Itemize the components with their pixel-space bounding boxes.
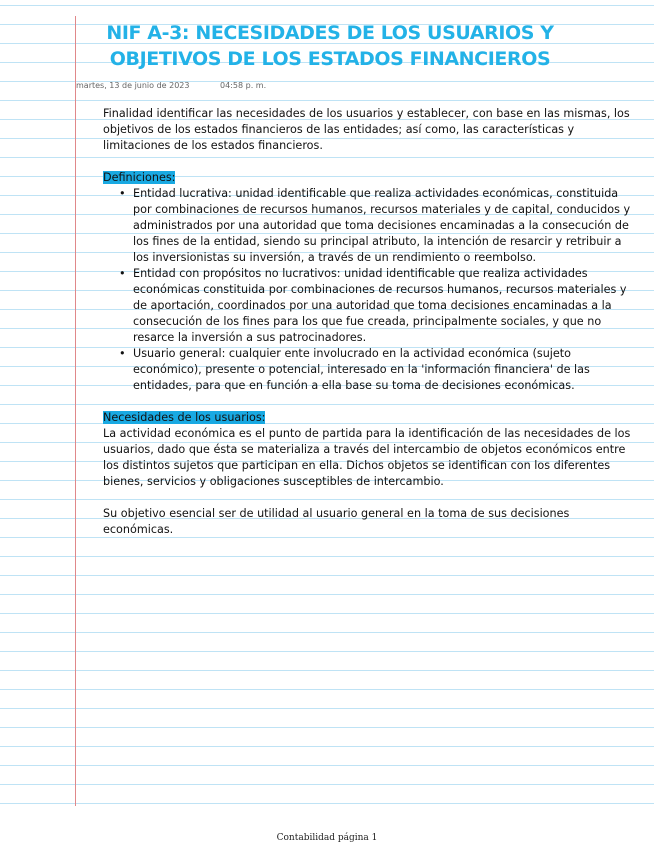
page-date: martes, 13 de junio de 2023 [76, 81, 190, 90]
page-title [80, 20, 580, 72]
definitions-list [103, 186, 633, 394]
definitions-heading: Definiciones: [103, 171, 176, 184]
page-footer: Contabilidad página 1 [276, 833, 378, 843]
title-line-1: NIF A-3: NECESIDADES DE LOS USUARIOS Y [106, 22, 554, 44]
note-content[interactable] [103, 106, 633, 538]
intro-paragraph: Finalidad identificar las necesidades de los usuarios y establecer, con base en las mismas, los objetivos de los estados financieros de las entidades; así como, las características y limitaciones de los estados financieros. [103, 107, 630, 152]
margin-line [75, 16, 76, 806]
page-time: 04:58 p. m. [220, 81, 267, 90]
page-meta [76, 81, 266, 90]
needs-paragraph: La actividad económica es el punto de partida para la identificación de las necesidades de los usuarios, dado que ésta se materializa a través del intercambio de objetos económicos entre los distintos sujetos que participan en ella. Dichos objetos se identifican con los diferentes bienes, servicios y obligaciones susceptibles de intercambio. [103, 427, 631, 488]
title-line-2: OBJETIVOS DE LOS ESTADOS FINANCIEROS [109, 48, 551, 70]
definition-item: • Entidad con propósitos no lucrativos: unidad identificable que realiza actividades económicas constituida por combinaciones de recursos humanos, recursos materiales y de aportación, coordinados por una autoridad que toma decisiones encaminadas a la consecución de los fines para los que fue creada, principalmente sociales, y que no resarce la inversión a sus patrocinadores. [119, 266, 633, 346]
needs-heading: Necesidades de los usuarios: [103, 411, 266, 424]
definition-item: • Usuario general: cualquier ente involucrado en la actividad económica (sujeto económico), presente o potencial, interesado en la 'información financiera' de las entidades, para que en función a ella base su toma de decisiones económicas. [119, 346, 633, 394]
definition-item: • Entidad lucrativa: unidad identificable que realiza actividades económicas, constituida por combinaciones de recursos humanos, recursos materiales y de capital, conducidos y administrados por una autoridad que toma decisiones encaminadas a la consecución de los fines de la entidad, siendo su principal atributo, la intención de resarcir y retribuir a los inversionistas su inversión, a través de un rendimiento o reembolso. [119, 186, 633, 266]
objective-paragraph: Su objetivo esencial ser de utilidad al usuario general en la toma de sus decisiones económicas. [103, 507, 570, 536]
